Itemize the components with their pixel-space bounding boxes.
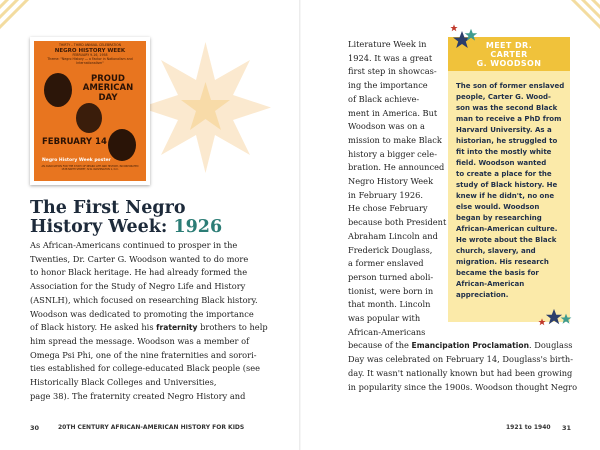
meet-woodson-sidebar — [448, 37, 570, 322]
sidebar-heading-line: MEET DR. — [485, 41, 533, 50]
text-line: in February 1926. — [348, 189, 424, 200]
text-line: was popular with — [348, 313, 421, 324]
left-page-number: 30 — [30, 424, 40, 432]
sidebar-text-line: The son of former enslaved — [456, 82, 565, 90]
poster-proud-title: PROUD AMERICAN DAY — [82, 74, 134, 103]
text-line: in popularity since the 1900s. Woodson thought Negro — [348, 381, 578, 392]
text-line: Omega Psi Phi, one of the nine fraternities and sorori- — [30, 349, 257, 360]
star-icon — [464, 28, 478, 42]
poster-date-line: FEBRUARY 9-16, 1958 — [72, 53, 108, 58]
text-line: ing the importance — [348, 80, 428, 91]
text-line: Frederick Douglass, — [348, 244, 433, 255]
left-running-footer: 20TH CENTURY AFRICAN-AMERICAN HISTORY FOR KIDS — [58, 424, 245, 431]
text-line: African-Americans — [348, 326, 426, 337]
sunburst-star-decoration — [138, 40, 273, 175]
text-line: because of the Emancipation Proclamation. Douglass — [348, 340, 573, 351]
sidebar-heading-line: CARTER — [490, 50, 528, 59]
douglass-portrait — [108, 129, 136, 161]
star-icon — [560, 313, 572, 325]
poster-heading: NEGRO HISTORY WEEK — [54, 47, 126, 54]
poster-theme-line: Theme: "Negro History — a Factor in Nationalism and Internationalism" — [47, 57, 133, 66]
sidebar-text-line: historian, he struggled to — [456, 137, 558, 145]
text-line: Twenties, Dr. Carter G. Woodson wanted to do more — [30, 253, 249, 264]
text-line: Day was celebrated on February 14, Douglass's birth- — [348, 354, 574, 365]
title-year: 1926 — [173, 217, 223, 237]
text-line: He chose February — [348, 203, 428, 214]
text-line: first step in showcas- — [348, 66, 437, 77]
text-line: ties established for college-educated Black people (see — [30, 363, 260, 374]
woodson-portrait — [76, 103, 102, 133]
glossary-term: fraternity — [156, 323, 198, 333]
text-line: person turned aboli- — [348, 271, 434, 282]
text-line: Literature Week in — [348, 39, 427, 49]
sidebar-text-line: field. Woodson wanted — [456, 159, 547, 167]
sidebar-text-line: began by researching — [456, 214, 542, 222]
text-line: Woodson was on a — [348, 121, 425, 132]
text-line: Woodson was dedicated to promoting the importance — [30, 308, 254, 319]
poster-caption: Negro History Week poster — [42, 158, 111, 163]
text-line: day. It wasn't nationally known but had been growing — [348, 367, 573, 378]
lincoln-portrait — [44, 73, 72, 107]
sidebar-text-line: African-American — [456, 280, 525, 288]
poster-feb-date: FEBRUARY 14 — [42, 137, 107, 147]
sidebar-text-line: appreciation. — [456, 291, 509, 299]
sidebar-text-line: church, slavery, and — [456, 247, 536, 255]
text-line: bration. He announced — [348, 162, 445, 173]
sidebar-heading-line: G. WOODSON — [476, 59, 542, 68]
text-line: history a bigger cele- — [348, 148, 437, 159]
text-line: to honor Black heritage. He had already formed the — [30, 267, 248, 278]
poster-small-print: AN ASSOCIATION FOR THE STUDY OF NEGRO LIFE AND HISTORY, INCORPORATED 1538 NINTH STREET, N.W. WASHINGTON 1, D.C. — [41, 165, 139, 172]
right-running-footer: 1921 to 1940 — [506, 424, 551, 431]
text-line: Association for the Study of Negro Life and History — [30, 281, 246, 292]
sidebar-text-line: Harvard University. As a — [456, 126, 552, 134]
text-line: Negro History Week — [348, 176, 434, 187]
text-line: because both President — [348, 217, 447, 228]
page-title — [30, 199, 290, 237]
sidebar-text-line: He wrote about the Black — [456, 236, 557, 244]
star-icon — [450, 24, 458, 32]
star-icon — [538, 318, 546, 326]
text-line: tionist, were born in — [348, 285, 434, 296]
glossary-term: Emancipation Proclamation — [411, 341, 529, 351]
sidebar-text-line: study of Black history. He — [456, 181, 558, 189]
sidebar-text-line: man to receive a PhD from — [456, 115, 562, 123]
poster-top-line: THIRTY – THIRD ANNUAL CELEBRATION — [58, 43, 121, 47]
text-line: As African-Americans continued to prosper in the — [30, 240, 238, 250]
text-line: that month. Lincoln — [348, 299, 431, 310]
text-line: (ASNLH), which focused on researching Black history. — [30, 294, 258, 305]
text-line: mission to make Black — [348, 134, 442, 145]
text-line: Historically Black Colleges and Universities, — [30, 377, 217, 388]
text-line: him spread the message. Woodson was a member of — [30, 335, 250, 346]
negro-history-week-poster — [30, 37, 150, 185]
sidebar-text-line: African-American culture. — [456, 225, 558, 233]
sidebar-body-text — [456, 81, 566, 301]
sidebar-text-line: knew if he didn't, no one — [456, 192, 555, 200]
title-line-1: The First Negro — [30, 198, 186, 218]
text-line: ment in America. But — [348, 107, 438, 118]
sidebar-text-line: became the basis for — [456, 269, 539, 277]
text-line: 1924. It was a great — [348, 52, 433, 63]
text-line: Abraham Lincoln and — [348, 230, 438, 241]
title-line-2-text: History Week: — [30, 217, 174, 237]
sidebar-text-line: migration. His research — [456, 258, 549, 266]
text-line: of Black achieve- — [348, 93, 420, 104]
left-body-text — [30, 239, 295, 403]
right-page-number: 31 — [562, 424, 572, 432]
sidebar-text-line: people, Carter G. Wood- — [456, 93, 551, 101]
sidebar-text-line: fit into the mostly white — [456, 148, 552, 156]
text-line: page 38). The fraternity created Negro History and — [30, 390, 246, 401]
sidebar-text-line: else would. Woodson — [456, 203, 540, 211]
text-line: of Black history. He asked his fraternity brothers to help — [30, 322, 268, 333]
sidebar-text-line: to create a place for the — [456, 170, 552, 178]
title-line-2 — [30, 218, 290, 237]
sidebar-text-line: son was the second Black — [456, 104, 558, 112]
text-line: a former enslaved — [348, 258, 424, 269]
book-spine — [299, 0, 301, 450]
